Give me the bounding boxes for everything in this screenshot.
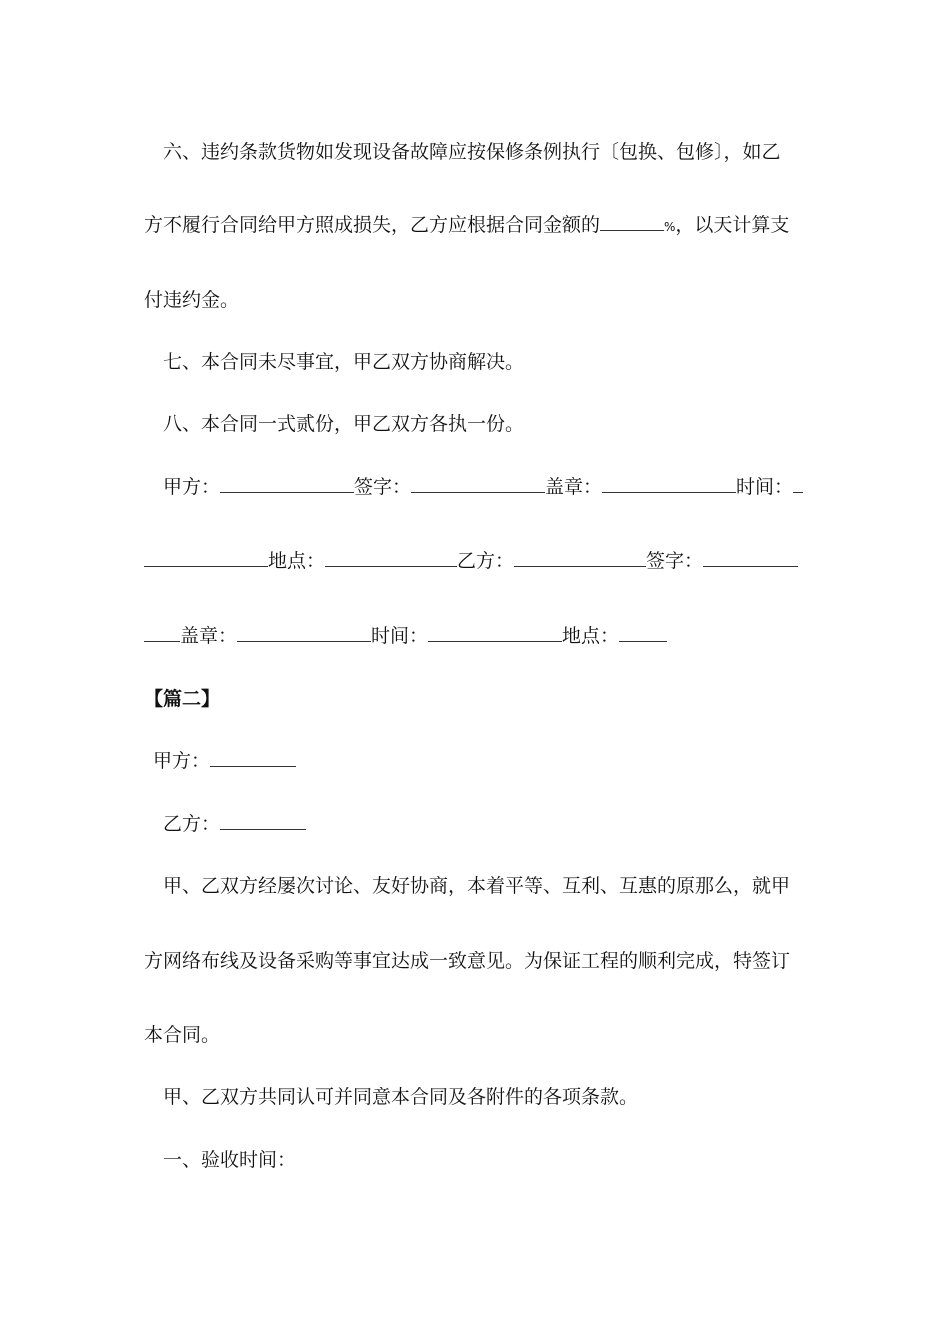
clause-seven: 七、本合同未尽事宜，甲乙双方协商解决。 <box>163 351 525 373</box>
place-label-b: 地点： <box>562 625 620 647</box>
intro-line2: 方网络布线及设备采购等事宜达成一致意见。为保证工程的顺利完成，特签订 <box>144 950 791 972</box>
part-two-party-a-label: 甲方： <box>153 750 211 772</box>
penalty-rate-blank <box>600 212 664 231</box>
signature-line-3 <box>144 623 667 649</box>
sign-label-b: 签字： <box>646 550 704 572</box>
place-blank-b <box>619 623 667 642</box>
part-two-heading: 【篇二】 <box>144 688 221 710</box>
clause-six-line1: 六、违约条款货物如发现设备故障应按保修条例执行〔包换、包修〕，如乙 <box>163 141 781 163</box>
time-blank-start <box>793 474 803 493</box>
part-two-party-b <box>163 811 306 837</box>
part-two-party-b-blank <box>220 811 306 830</box>
seal-blank <box>602 474 736 493</box>
time-label: 时间： <box>736 476 794 498</box>
clause-six-text-a: 方不履行合同给甲方照成损失，乙方应根据合同金额的 <box>144 214 601 236</box>
party-b-label: 乙方： <box>457 550 515 572</box>
sign-label: 签字： <box>354 476 412 498</box>
sign-blank <box>411 474 545 493</box>
clause-eight: 八、本合同一式贰份，甲乙双方各执一份。 <box>163 413 525 435</box>
clause-six-line2 <box>144 212 789 238</box>
seal-label-b: 盖章： <box>180 625 238 647</box>
party-b-blank <box>514 548 646 567</box>
percent-sign: % <box>664 220 676 234</box>
party-a-blank <box>220 474 354 493</box>
signature-line-1 <box>163 474 803 500</box>
item-acceptance-time: 一、验收时间： <box>163 1149 297 1171</box>
part-two-party-b-label: 乙方： <box>163 813 221 835</box>
intro-line3: 本合同。 <box>144 1024 221 1046</box>
clause-six-text-b: ，以天计算支 <box>675 214 790 236</box>
party-a-label: 甲方： <box>163 476 221 498</box>
time-label-b: 时间： <box>371 625 429 647</box>
agreement-statement: 甲、乙双方共同认可并同意本合同及各附件的各项条款。 <box>163 1086 639 1108</box>
part-two-party-a <box>153 748 296 774</box>
signature-line-2 <box>144 548 798 574</box>
seal-blank-b <box>237 623 371 642</box>
sign-blank-b-end <box>144 623 180 642</box>
clause-six-line3: 付违约金。 <box>144 289 240 311</box>
seal-label: 盖章： <box>545 476 603 498</box>
time-blank-b <box>428 623 562 642</box>
time-blank-end <box>144 548 268 567</box>
sign-blank-b-start <box>703 548 798 567</box>
part-two-party-a-blank <box>210 748 296 767</box>
place-label: 地点： <box>268 550 326 572</box>
place-blank <box>325 548 457 567</box>
intro-line1: 甲、乙双方经屡次讨论、友好协商，本着平等、互利、互惠的原那么，就甲 <box>163 875 791 897</box>
